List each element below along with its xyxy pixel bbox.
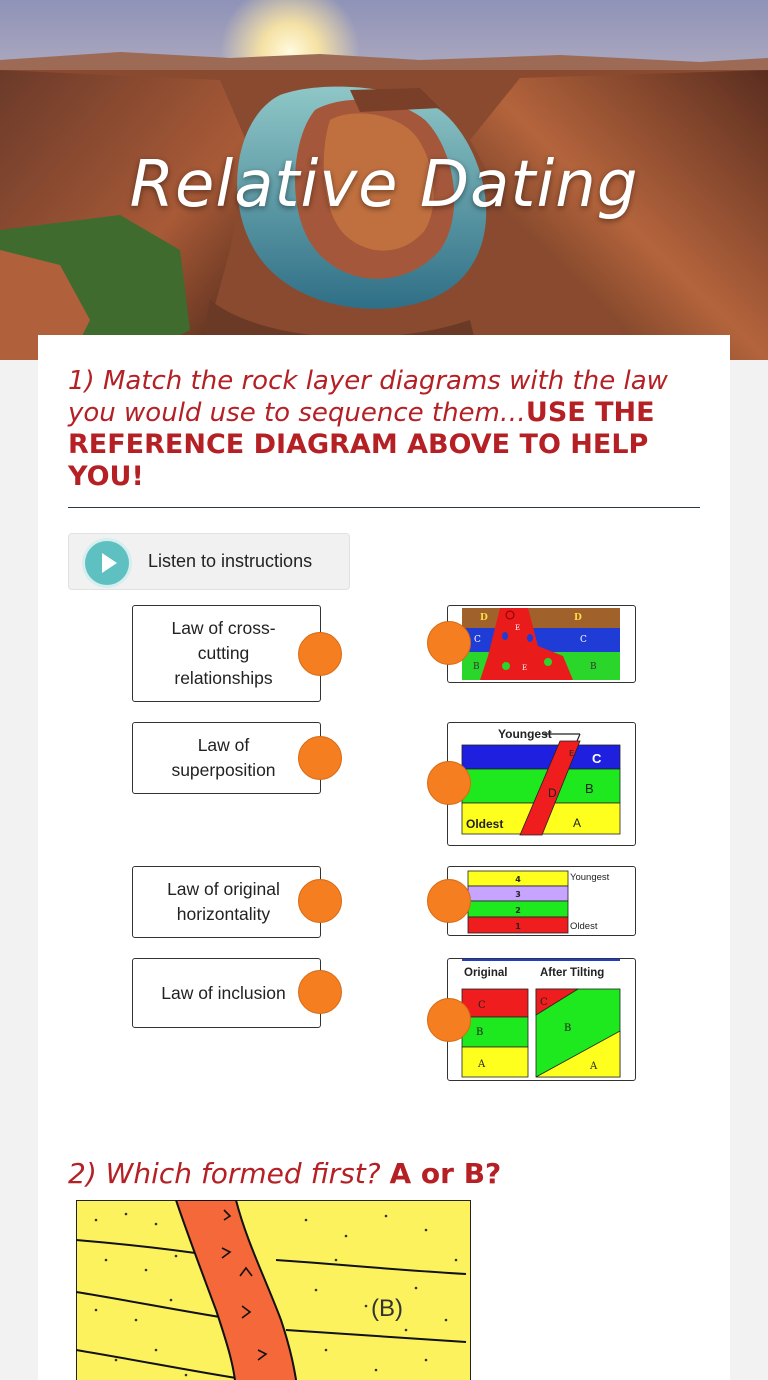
match-dot-left-3[interactable] [298,879,342,923]
page-title: Relative Dating [129,148,639,222]
diagram-label: A [573,816,582,830]
diagram-label: D [548,786,557,800]
layer-label: 2 [515,906,521,915]
layer-label: 3 [515,890,521,899]
diagram-label: B [476,1027,484,1038]
question-2-emphasis: A or B? [389,1157,502,1190]
law-label: cutting [197,643,250,663]
law-label: Law of inclusion [161,982,286,1003]
diagram-label: B [473,662,480,672]
diagram-original-horizontality[interactable] [447,958,636,1081]
question-2-text: 2) Which formed first? [68,1157,381,1190]
diagram-label: E [522,664,528,672]
diagram-label: C [592,751,602,766]
law-label: Law of original [167,879,280,899]
diagram-label: C [580,635,587,645]
layer-label: 1 [515,922,521,931]
question-2-title [68,1157,501,1190]
law-label: horizontality [176,904,271,924]
oldest-label: Oldest [570,921,598,932]
diagram-label: A [478,1059,486,1070]
diagram-label: D [574,613,582,623]
law-item-original-horizontality[interactable] [132,866,321,938]
oldest-label: Oldest [466,817,504,831]
original-label: Original [464,967,508,979]
diagram-superposition[interactable] [447,866,636,936]
law-item-superposition[interactable] [132,722,321,794]
question-1-text: 1) Match the rock layer diagrams with the law you would use to sequence them… [68,366,668,428]
play-icon[interactable] [85,541,129,585]
question-1-title [68,365,708,493]
match-dot-right-2[interactable] [427,761,471,805]
match-dot-left-1[interactable] [298,632,342,676]
worksheet-card [38,335,730,1380]
diagram-label: B [590,662,597,672]
question-2-diagram [76,1200,471,1380]
header-banner [0,0,768,360]
match-dot-right-4[interactable] [427,998,471,1042]
diagram-inclusion[interactable] [447,605,636,683]
youngest-label: Youngest [498,727,552,741]
law-label: Law of [197,735,250,755]
listen-instructions-button[interactable] [68,533,350,590]
label-b: (B) [371,1295,403,1322]
diagram-label: E [569,749,575,758]
diagram-label: E [515,624,521,632]
question-1-emphasis: USE THE REFERENCE DIAGRAM ABOVE TO HELP YOU! [68,397,655,492]
diagram-label: C [478,1000,486,1011]
diagram-label: C [540,997,548,1008]
diagram-label: A [590,1061,598,1072]
law-label: superposition [171,760,276,780]
diagram-label: C [474,635,481,645]
divider [68,507,700,508]
layer-label: 4 [515,875,521,884]
listen-label: Listen to instructions [148,551,313,571]
diagram-label: D [480,613,488,623]
law-label: Law of cross- [171,618,276,638]
match-dot-left-4[interactable] [298,970,342,1014]
youngest-label: Youngest [570,872,610,883]
match-dot-left-2[interactable] [298,736,342,780]
after-tilting-label: After Tilting [540,967,605,979]
diagram-label: B [585,781,594,796]
law-label: relationships [174,668,273,688]
match-dot-right-3[interactable] [427,879,471,923]
diagram-label: B [564,1023,572,1034]
law-item-inclusion[interactable] [132,958,321,1028]
law-item-cross-cutting[interactable] [132,605,321,702]
diagram-cross-cutting[interactable] [447,722,636,846]
match-dot-right-1[interactable] [427,621,471,665]
